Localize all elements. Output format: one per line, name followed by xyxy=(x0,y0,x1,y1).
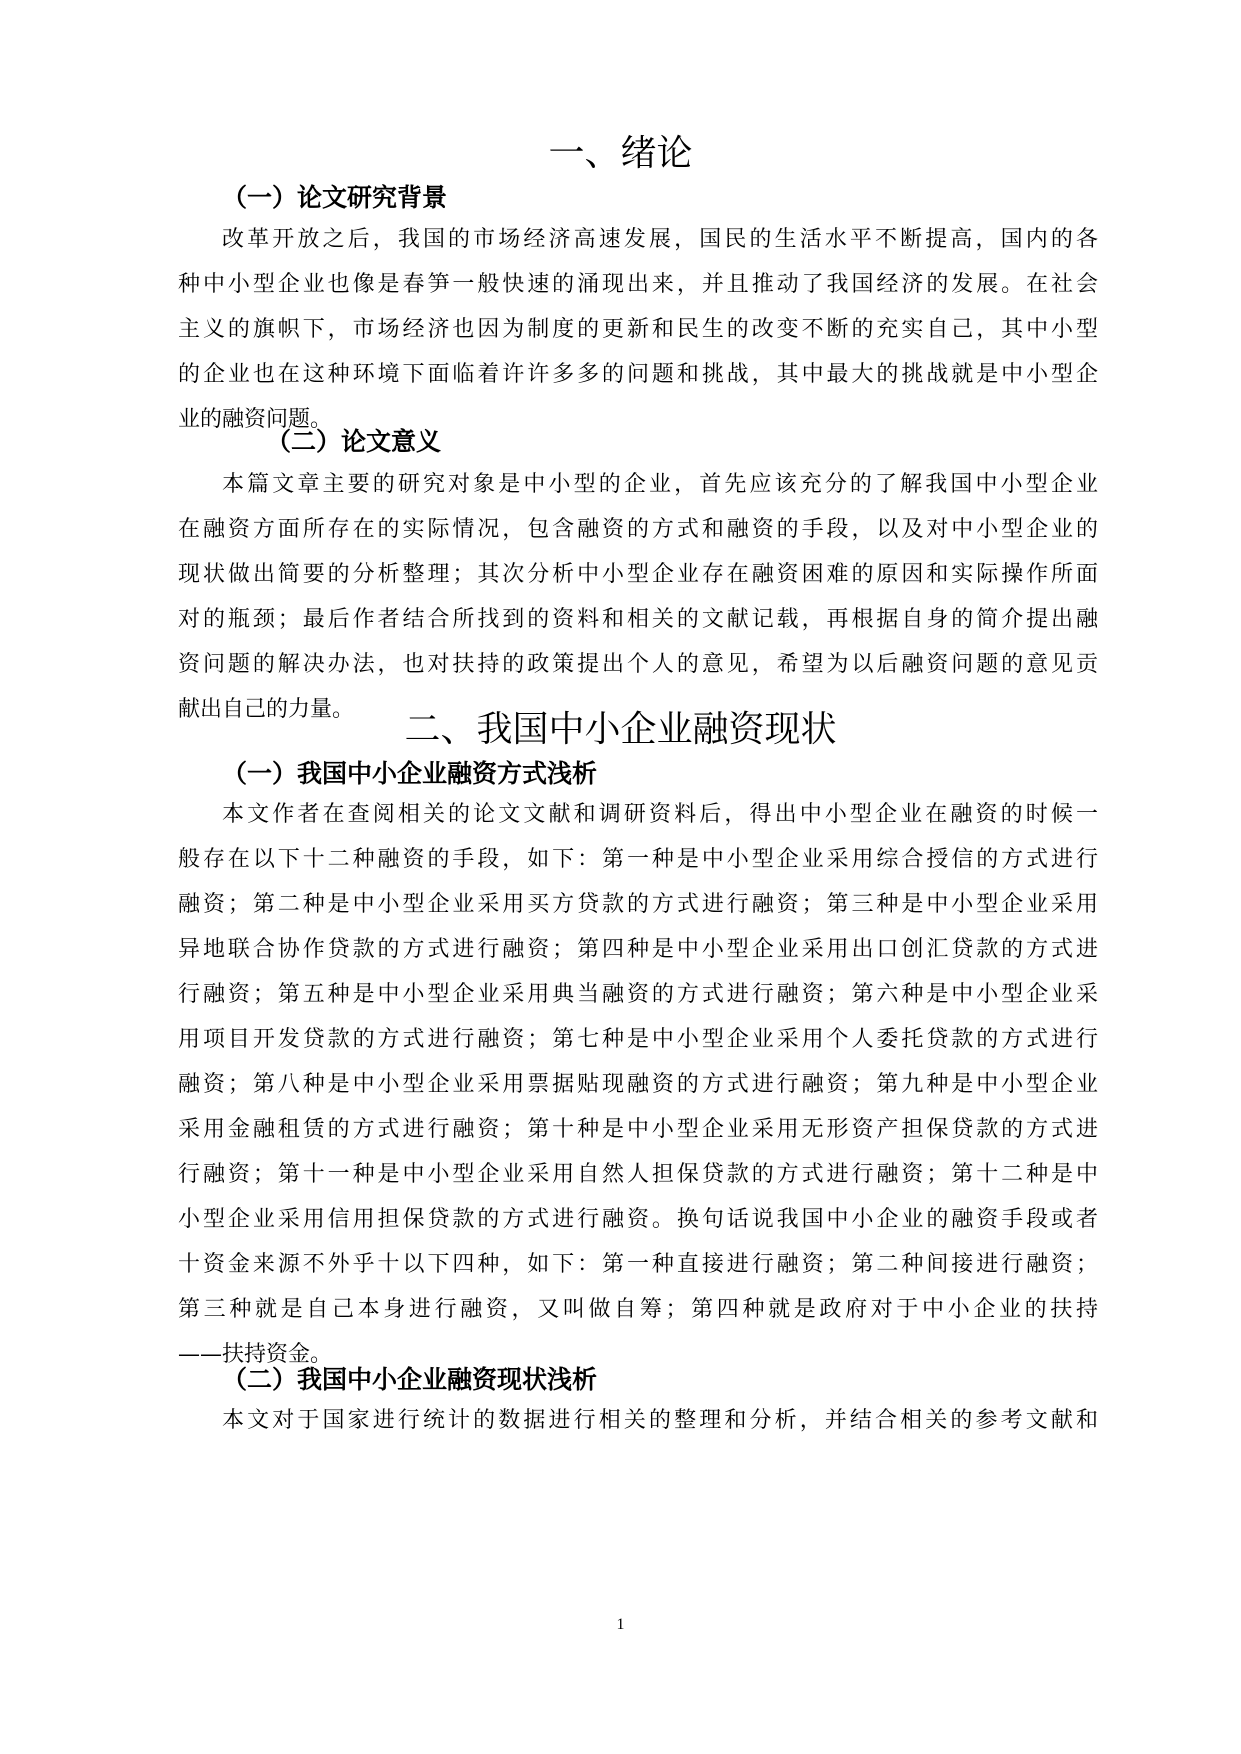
text-line: 十资金来源不外乎十以下四种，如下：第一种直接进行融资；第二种间接进行融资； xyxy=(178,1252,1098,1277)
chapter-heading-2: 二、我国中小企业融资现状 xyxy=(404,709,837,750)
section-heading-2-1: （一）我国中小企业融资方式浅析 xyxy=(222,759,598,788)
text-line: 本文对于国家进行统计的数据进行相关的整理和分析，并结合相关的参考文献和 xyxy=(222,1408,1098,1433)
paragraph-1-2 xyxy=(178,462,1098,732)
text-line: 本文作者在查阅相关的论文文献和调研资料后，得出中小型企业在融资的时候一 xyxy=(222,802,1098,827)
text-line: 种中小型企业也像是春笋一般快速的涌现出来，并且推动了我国经济的发展。在社会 xyxy=(178,272,1098,297)
text-line: 用项目开发贷款的方式进行融资；第七种是中小型企业采用个人委托贷款的方式进行 xyxy=(178,1027,1098,1052)
text-line: 的企业也在这种环境下面临着许许多多的问题和挑战，其中最大的挑战就是中小型企 xyxy=(178,362,1098,387)
paragraph-2-2 xyxy=(178,1398,1098,1443)
text-line: 在融资方面所存在的实际情况，包含融资的方式和融资的手段，以及对中小型企业的 xyxy=(178,517,1098,542)
text-line: 采用金融租赁的方式进行融资；第十种是中小型企业采用无形资产担保贷款的方式进 xyxy=(178,1117,1098,1142)
text-line: 改革开放之后，我国的市场经济高速发展，国民的生活水平不断提高，国内的各 xyxy=(222,227,1098,252)
page-number: 1 xyxy=(616,1616,625,1633)
paragraph-1-1 xyxy=(178,217,1098,442)
text-line: 献出自己的力量。 xyxy=(178,697,355,722)
paragraph-2-1 xyxy=(178,792,1098,1377)
text-line: 融资；第二种是中小型企业采用买方贷款的方式进行融资；第三种是中小型企业采用 xyxy=(178,892,1098,917)
text-line: 融资；第八种是中小型企业采用票据贴现融资的方式进行融资；第九种是中小型企业 xyxy=(178,1072,1098,1097)
text-line: 行融资；第十一种是中小型企业采用自然人担保贷款的方式进行融资；第十二种是中 xyxy=(178,1162,1098,1187)
section-heading-1-2: （二）论文意义 xyxy=(266,427,442,456)
text-line: 行融资；第五种是中小型企业采用典当融资的方式进行融资；第六种是中小型企业采 xyxy=(178,982,1098,1007)
text-line: ——扶持资金。 xyxy=(178,1342,333,1367)
section-heading-1-1: （一）论文研究背景 xyxy=(222,183,448,212)
chapter-heading-1: 一、绪论 xyxy=(548,133,693,174)
section-heading-2-2: （二）我国中小企业融资现状浅析 xyxy=(222,1365,598,1394)
text-line: 对的瓶颈；最后作者结合所找到的资料和相关的文献记载，再根据自身的简介提出融 xyxy=(178,607,1098,632)
text-line: 业的融资问题。 xyxy=(178,407,333,432)
text-line: 般存在以下十二种融资的手段，如下：第一种是中小型企业采用综合授信的方式进行 xyxy=(178,847,1098,872)
text-line: 现状做出简要的分析整理；其次分析中小型企业存在融资困难的原因和实际操作所面 xyxy=(178,562,1098,587)
text-line: 小型企业采用信用担保贷款的方式进行融资。换句话说我国中小企业的融资手段或者 xyxy=(178,1207,1098,1232)
text-line: 第三种就是自己本身进行融资，又叫做自筹；第四种就是政府对于中小企业的扶持 xyxy=(178,1297,1098,1322)
text-line: 本篇文章主要的研究对象是中小型的企业，首先应该充分的了解我国中小型企业 xyxy=(222,472,1098,497)
text-line: 异地联合协作贷款的方式进行融资；第四种是中小型企业采用出口创汇贷款的方式进 xyxy=(178,937,1098,962)
text-line: 主义的旗帜下，市场经济也因为制度的更新和民生的改变不断的充实自己，其中小型 xyxy=(178,317,1098,342)
text-line: 资问题的解决办法，也对扶持的政策提出个人的意见，希望为以后融资问题的意见贡 xyxy=(178,652,1098,677)
